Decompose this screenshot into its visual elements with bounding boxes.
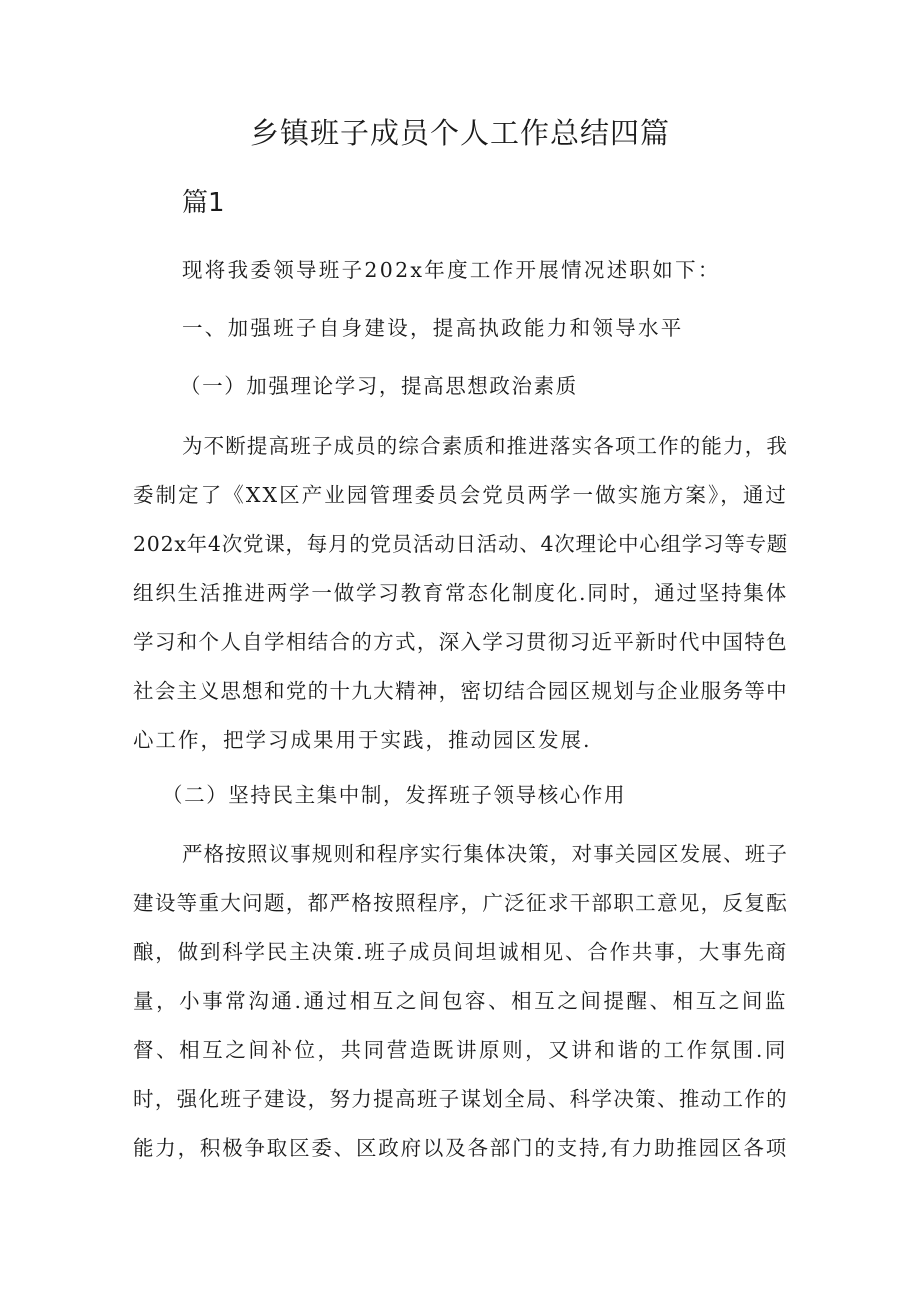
subheading-2: （二）坚持民主集中制，发挥班子领导核心作用 (162, 783, 627, 807)
paragraph-line: 严格按照议事规则和程序实行集体决策，对事关园区发展、班子 (182, 842, 788, 866)
paragraph-line: 组织生活推进两学一做学习教育常态化制度化.同时，通过坚持集体 (133, 581, 788, 605)
paragraph-line: 学习和个人自学相结合的方式，深入学习贯彻习近平新时代中国特色 (133, 630, 788, 654)
document-title: 乡镇班子成员个人工作总结四篇 (249, 116, 670, 150)
paragraph-line: 能力，积极争取区委、区政府以及各部门的支持,有力助推园区各项 (133, 1136, 788, 1160)
paragraph-line: 202x年4次党课，每月的党员活动日活动、4次理论中心组学习等专题 (133, 532, 788, 556)
paragraph-line: 量，小事常沟通.通过相互之间包容、相互之间提醒、相互之间监 (133, 989, 788, 1013)
paragraph-line: 为不断提高班子成员的综合素质和推进落实各项工作的能力，我 (182, 434, 788, 458)
paragraph-line: 建设等重大问题，都严格按照程序，广泛征求干部职工意见，反复酝 (133, 891, 788, 915)
paragraph-line: 酿，做到科学民主决策.班子成员间坦诚相见、合作共事，大事先商 (133, 940, 788, 964)
section-label: 篇1 (182, 188, 225, 218)
intro-text: 现将我委领导班子202x年度工作开展情况述职如下： (182, 258, 721, 282)
paragraph-line: 委制定了《XX区产业园管理委员会党员两学一做实施方案》，通过 (133, 483, 788, 507)
paragraph-line: 社会主义思想和党的十九大精神，密切结合园区规划与企业服务等中 (133, 679, 788, 703)
heading-1: 一、加强班子自身建设，提高执政能力和领导水平 (182, 316, 684, 340)
paragraph-line: 心工作，把学习成果用于实践，推动园区发展. (133, 728, 592, 752)
paragraph-line: 督、相互之间补位，共同营造既讲原则，又讲和谐的工作氛围.同 (133, 1038, 788, 1062)
paragraph-line: 时，强化班子建设，努力提高班子谋划全局、科学决策、推动工作的 (133, 1087, 788, 1111)
subheading-1: （一）加强理论学习，提高思想政治素质 (180, 374, 578, 398)
